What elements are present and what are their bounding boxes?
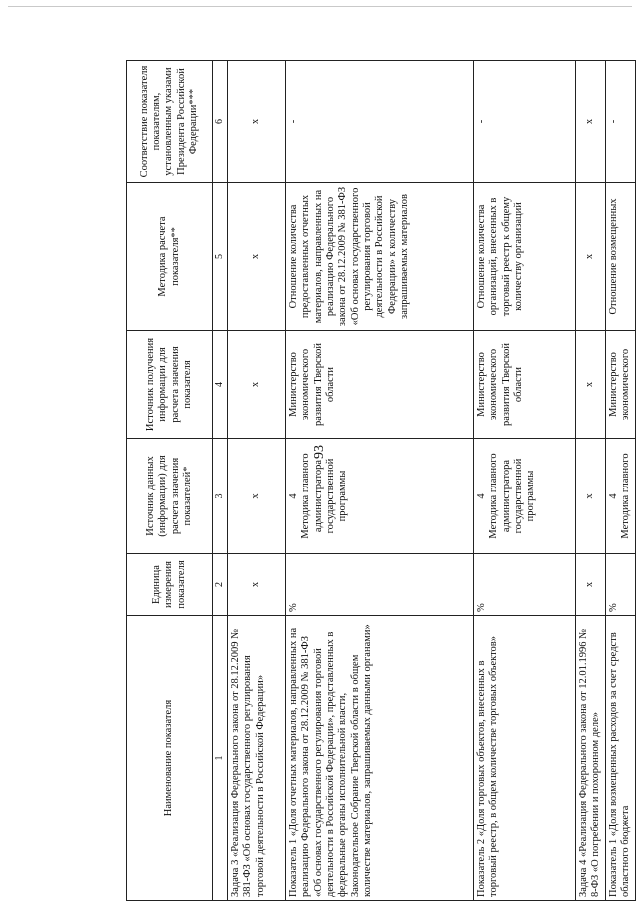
indicator-name: Задача 4 «Реализация Федерального закона от 12.01.1996 № 8-ФЗ «О погребении и похоронном деле» xyxy=(575,616,605,901)
table-row xyxy=(227,61,285,901)
column-number: 1 xyxy=(213,616,228,901)
unit-cell: х xyxy=(575,554,605,616)
info-source-cell: Министерство экономического развития Тверской области xyxy=(473,331,575,439)
header-cell: Источник данных (информации) для расчета значения показателей* xyxy=(127,439,213,554)
info-source-cell: Министерство экономического xyxy=(605,331,635,439)
header-cell: Соответствие показателя показателям, установленным указами Президента Российской Федерации*** xyxy=(127,61,213,183)
column-number: 3 xyxy=(213,439,228,554)
compliance-cell: - xyxy=(605,61,635,183)
indicator-name: Показатель 2 «Доля торговых объектов, внесенных в торговый реестр, в общем количестве торговых объектов» xyxy=(473,616,575,901)
indicators-table xyxy=(126,60,636,901)
unit-cell: % xyxy=(285,554,473,616)
method-cell: Отношение количества организаций, внесенных в торговый реестр к общему количеству организаций xyxy=(473,183,575,331)
data-source-cell: 4 Методика главного администратора государственной программы xyxy=(285,439,473,554)
header-cell: Источник получения информации для расчета значения показателя xyxy=(127,331,213,439)
header-cell: Наименование показателя xyxy=(127,616,213,901)
compliance-cell: х xyxy=(227,61,285,183)
top-edge-line xyxy=(8,6,632,7)
indicator-name: Задача 3 «Реализация Федерального закона от 28.12.2009 № 381-ФЗ «Об основах государственного регулирования торговой деятельности в Российской Федерации» xyxy=(227,616,285,901)
page-number-text: 93 xyxy=(312,445,327,459)
data-source-cell: 4 Методика главного xyxy=(605,439,635,554)
compliance-cell: х xyxy=(575,61,605,183)
data-source-cell: 4 Методика главного администратора государственной программы xyxy=(473,439,575,554)
info-source-cell: Министерство экономического развития Тверской области xyxy=(285,331,473,439)
column-number: 2 xyxy=(213,554,228,616)
unit-cell: х xyxy=(227,554,285,616)
header-cell: Методика расчета показателя** xyxy=(127,183,213,331)
method-cell: х xyxy=(575,183,605,331)
info-source-cell: х xyxy=(575,331,605,439)
compliance-cell: - xyxy=(473,61,575,183)
method-cell: Отношение возмещенных xyxy=(605,183,635,331)
data-source-cell: х xyxy=(575,439,605,554)
method-cell: Отношение количества предоставленных отчетных материалов, направленных на реализацию Федерального закона от 28.12.2009 № 381-ФЗ «Об основах государственного регулирования торговой деятельности в Российской Федерации» к количеству запрашиваемых материалов xyxy=(285,183,473,331)
table-row xyxy=(575,61,605,901)
indicator-name: Показатель 1 «Доля отчетных материалов, направленных на реализацию Федерального закона от 28.12.2009 № 381-ФЗ «Об основах государственного регулирования торговой деятельности в Российской Федерации», представленных в федеральные органы исполнительной власти, Законодательное Собрание Тверской области в общем количестве материалов, запрашиваемых данными органами» xyxy=(285,616,473,901)
column-number-row xyxy=(213,61,228,901)
compliance-cell: - xyxy=(285,61,473,183)
indicator-name: Показатель 1 «Доля возмещенных расходов за счет средств областного бюджета xyxy=(605,616,635,901)
rotated-table-container xyxy=(126,61,632,901)
column-number: 4 xyxy=(213,331,228,439)
unit-cell: % xyxy=(473,554,575,616)
info-source-cell: х xyxy=(227,331,285,439)
method-cell: х xyxy=(227,183,285,331)
table-row xyxy=(605,61,635,901)
data-source-cell: х xyxy=(227,439,285,554)
column-number: 5 xyxy=(213,183,228,331)
unit-cell: % xyxy=(605,554,635,616)
table-row xyxy=(473,61,575,901)
table-row xyxy=(285,61,473,901)
header-cell: Единица измерения показателя xyxy=(127,554,213,616)
column-number: 6 xyxy=(213,61,228,183)
header-row xyxy=(127,61,213,901)
